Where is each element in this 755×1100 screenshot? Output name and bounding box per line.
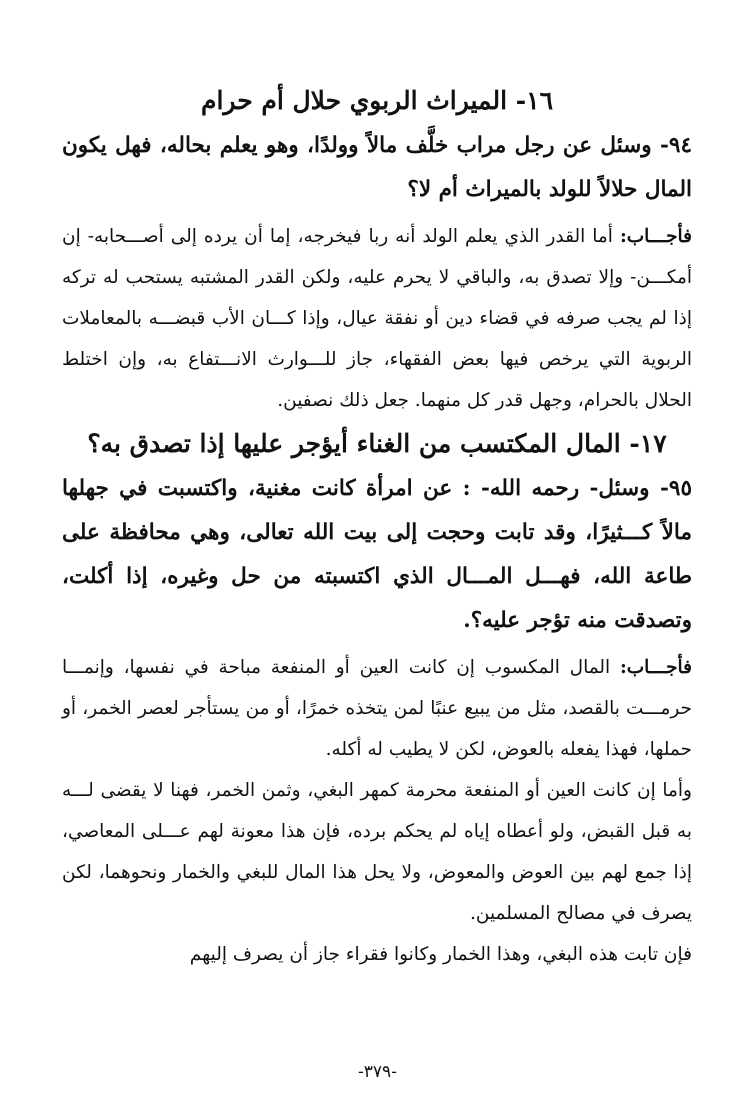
section-17-heading: ١٧- المال المكتسب من الغناء أيؤجر عليها إذا تصدق به؟ [87,429,667,458]
question-95: ٩٥- وسئل- رحمه الله- : عن امرأة كانت مغنية، واكتسبت في جهلها مالاً كـــثيرًا، وقد تابت وحجت إلى بيت الله تعالى، وهي محافظة على طاعة الله، فهـــل المـــال الذي اكتسبته من حل وغيره، إذا أكلت، وتصدقت منه تؤجر عليه؟. [62,476,692,633]
answer-94 [62,216,692,421]
answer-94-label: فأجـــاب: [619,226,692,247]
answer-95-paragraph-2: وأما إن كانت العين أو المنفعة محرمة كمهر البغي، وثمن الخمر، فهنا لا يقضى لـــه به قبل القبض، ولو أعطاه إياه لم يحكم برده، فإن هذا معونة لهم عـــلى المعاصي، إذا جمع لهم بين العوض والمعوض، ولا يحل هذا المال للبغي والخمار ونحوهما، لكن يصرف في مصالح المسلمين. [62,780,692,924]
answer-95-text: المال المكسوب إن كانت العين أو المنفعة مباحة في نفسها، وإنمـــا حرمـــت بالقصد، مثل من يبيع عنبًا لمن يتخذه خمرًا، أو من يستأجر لعصر الخمر، أو حملها، فهذا يفعله بالعوض، لكن لا يطيب له أكله. [62,657,692,760]
answer-95-label: فأجـــاب: [619,657,692,678]
answer-94-text: أما القدر الذي يعلم الولد أنه ربا فيخرجه، إما أن يرده إلى أصـــحابه- إن أمكـــن- وإلا تصدق به، والباقي لا يحرم عليه، ولكن القدر المشتبه يستحب له تركه إذا لم يجب صرفه في قضاء دين أو نفقة عيال، وإذا كـــان الأب قبضـــه بالمعاملات الربوية التي يرخص فيها بعض الفقهاء، جاز للـــوارث الانـــتفاع به، وإن اختلط الحلال بالحرام، وجهل قدر كل منهما. جعل ذلك نصفين. [62,226,692,411]
page-body [62,78,692,975]
answer-95-paragraph-3: فإن تابت هذه البغي، وهذا الخمار وكانوا فقراء جاز أن يصرف إليهم [189,944,692,965]
page-number: -٣٧٩- [358,1062,397,1082]
question-94: ٩٤- وسئل عن رجل مراب خلَّف مالاً وولدًا، وهو يعلم بحاله، فهل يكون المال حلالاً للولد بالميراث أم لا؟ [62,133,692,202]
section-16-heading: ١٦- الميراث الربوي حلال أم حرام [200,86,554,115]
answer-95 [62,647,692,770]
